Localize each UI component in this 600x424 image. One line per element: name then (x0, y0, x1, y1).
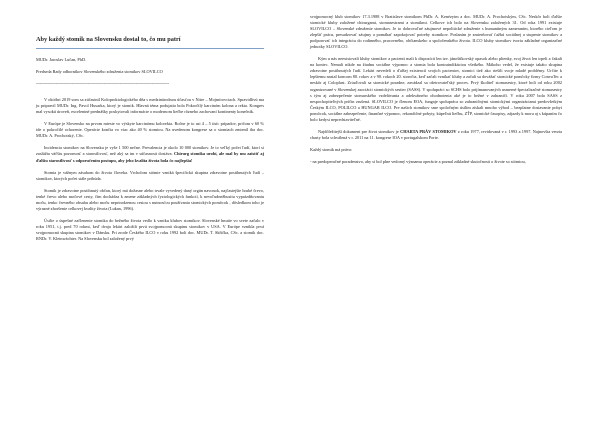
paragraph: Stomik je zdravotne postihnutý občan, ktorý má dožasne alebo trvale vyvedený daný orgán navonok, najčastejšie hrubé črevo, tenké črevo alebo močové cesty, čím dochádza k zmene základných fyziologických funkcií, k nevoľudnežbusitu vyprázdňovaniu moču, tenko črevného obsahu alebo moču neprirodzenou cestou s nutnosťou používania stomických pomôcok , dôsledkom toho je výrazné zhoršenie celkovej kvality života (Lukan, 1996). (36, 187, 264, 211)
dashed-separator: ------------------------------------------------------------------------------------------------------------ (36, 81, 169, 87)
paragraph-text: z roku 1977, revidovaná v r. 1993 a 1997. Najnovšia verzia charty bola schválená v r. 2011 na 11. kongrese IOA v portugalskom Porte. (310, 128, 562, 140)
paragraph (36, 145, 264, 163)
paragraph: Úsilie o úspešné začlenenie stomika do bežného života vedlo k vzniku klubov stomikov. Slovenské hnutie vo svete začalo v roku 1951, t.j. pred 70 rokmi, keď dvaja lekári založili prvú svojpomocnú skupinu stomikov v USA. V Európe vznikla prvá svojpomocná skupina stomikov v Dánsku. Pri zrode Českého ILCO v roku 1992 boli doc. MUDr. T. Skřička, CSc. a stomik doc. RNDr. V. Kleinwächter. Na Slovensku bol založený prvý (36, 217, 264, 241)
paragraph: Kým u nás neexistovali kluby stomikov a pacienti mali k dispozícii len tzv. jánoštíkovský opasok alebo plienky, svoj život len trpeli a čakali na koniec. Nemali nikde na žiadnu sociálne výpomoc a stomia bola kontraindikáciou všetkého. Mákoho vedel, že existuje takáto skupina zdravotne postihnutých ľudí. Lekári nevedeli o ďalšej existencií svojich pacientov, stomici tiež ako riešili svoje mladé problémy. Určite k lepšiemu nastal koncom 80. rokov a v 90. rokoch 20. storočia, keď začali vznikať kluby a začali sa dovážať stomické pomôcky firmy ConvaTec a neskôr aj Coloplast. Zriaďovali sa stomické poradne, zavádzal sa ošetrovateľský proces. Prvý školiteľ stomasestry, ktoré boli od roku 2002 organizované v Slovenskej asociácii stomických sestier (SASS). V spolupráci so SCHS bolo prijímanovaných usmerné špecializačné stomasestry s tým aj zabezpečenie stomarského vzdelávania a adekvátneho ohodnotenia aké je to bežné v zahraničí. V roku 2007 bola SASS z nespochopiteľných príčin zrušená. SLOVILCO je členom EOA, fungaje spolupráca so zahraničnými stomickými organizáciami predovšetkým Českým ILCO, POLILCO a HUNGAR ILCO. Pre našich stomikov sme spoločným úsilím získali mnoho výhod – bezplatne dostavanie pobyt pomôcok, sociálne zabezpečenie, finančné výpomoc, rekondičné pobyty, kúpeľnú liečbu, ZŤP, stomické časopisy, zájazdy k moru aj s kúpaním čo bolo kedysi nepredstaviteľné. (310, 56, 562, 122)
paragraph: V októbri 2019 som sa zúčastnil Koloproktologického dňa s medzinárodnou účasťou v Nitre – Mojmírovciach. Spravidlivú ma ju pripravil MUDr. Ing. Pavol Husarka, ktorý je stomik. Hlavná téma podujatia bola Pokročilý karcinóm kolona a rekta. Kongres mal vysokú úroveň, excelentné prednášky poskytovali informácie o modernom liečbe rôzneho zachovaní kontinenty konečník. (36, 97, 264, 115)
right-column (310, 14, 562, 171)
paragraph: Každý stomik má právo: (310, 146, 353, 152)
article-title: Aby každý stomik na Slovensku dostal to, čo mu patrí (36, 36, 181, 43)
title-divider (36, 48, 264, 49)
charter-title: CHARTA PRÁV STOMIKOV (400, 128, 457, 134)
paragraph-text: Najdôležitejší dokument pre život stomikov je (318, 128, 401, 134)
author-role: Predseda Rady odborníkov Slovenského združenia stomikov SLOVILCO (36, 69, 163, 75)
paragraph: svojpomocný klub stomikov 17.3.1988 v Bratislave stomikom PhDr. A. Kenézyim a doc. MUDr. A. Prochotským, CSc. Neskôr boli ďalšie stomické kluby založené chirurgami, stomasestrami a stomikmi. Celkove ich bolo na Slovensku založených 31. Od roka 1991 existuje SLOVILCO – Slovenské združenie stomikov. Je to dobrovoľné záujmové nepolitické združenie s humanitným zameraním, ktorého cieľom je zlepšiť prácu, presadzovať záujmy a pomáhať zapokojovať potreby stomikov. Poslaním je zmierňovať ťažkú sociálnej a stupenie stomikov a podporovať ich integráciu do rodinného, pracovného, občianskeho a spoločenského života. ILCO kluby stomikov tvoria základné organizačné jednotky SLOVILCO. (310, 14, 562, 50)
paragraph: V Európe je Slovensko na prvom mieste vo výskyte karcinómu kolorekta. Ročne je to asi 4 – 5 tisíc prípadov, pričom v 60 % ide o pokročilé ochorenie. Operácie končia vo viac ako 40 % stomiou. Na uvedenom kongrese sa o stomiach zmienil iba doc. MUDr. A. Prochotský, CSc. (36, 121, 264, 139)
left-column (36, 36, 264, 248)
list-item: - na predoperačné poradenstvo, aby si bol plne vedomý významu operácie a poznal základné skutočnosti o živote so stómiou, (310, 158, 526, 164)
paragraph-text: Incidencia stomikov na Slovensku je vyše 1 500 nečne. Prevalencia je okolo 10 000 stomikov. Je to veľký počet ľudí, ktorí si zaslúžia väčšiu pozornosť a starostlivosť, než aký sa im v súčasnosti dostáva. (36, 145, 264, 157)
author-name: MUDr. Jaroslav Lučan, PhD. (36, 57, 87, 62)
paragraph (310, 129, 562, 141)
paragraph: Stomia je vážnym zásahom do života človeka. Vrcholom stómie vzniká špecifická skupina zdravotne postihnutých ľudí – stomikov, ktorých počet stále pribúda. (36, 169, 264, 181)
paragraph-bold-text: Chirurg stomika urobí, ale mal by mu zaistiť aj ďalšiu starostlivosť s odporučením postupu, aby jeho kvalita života bola čo najlepšia! (36, 151, 264, 163)
